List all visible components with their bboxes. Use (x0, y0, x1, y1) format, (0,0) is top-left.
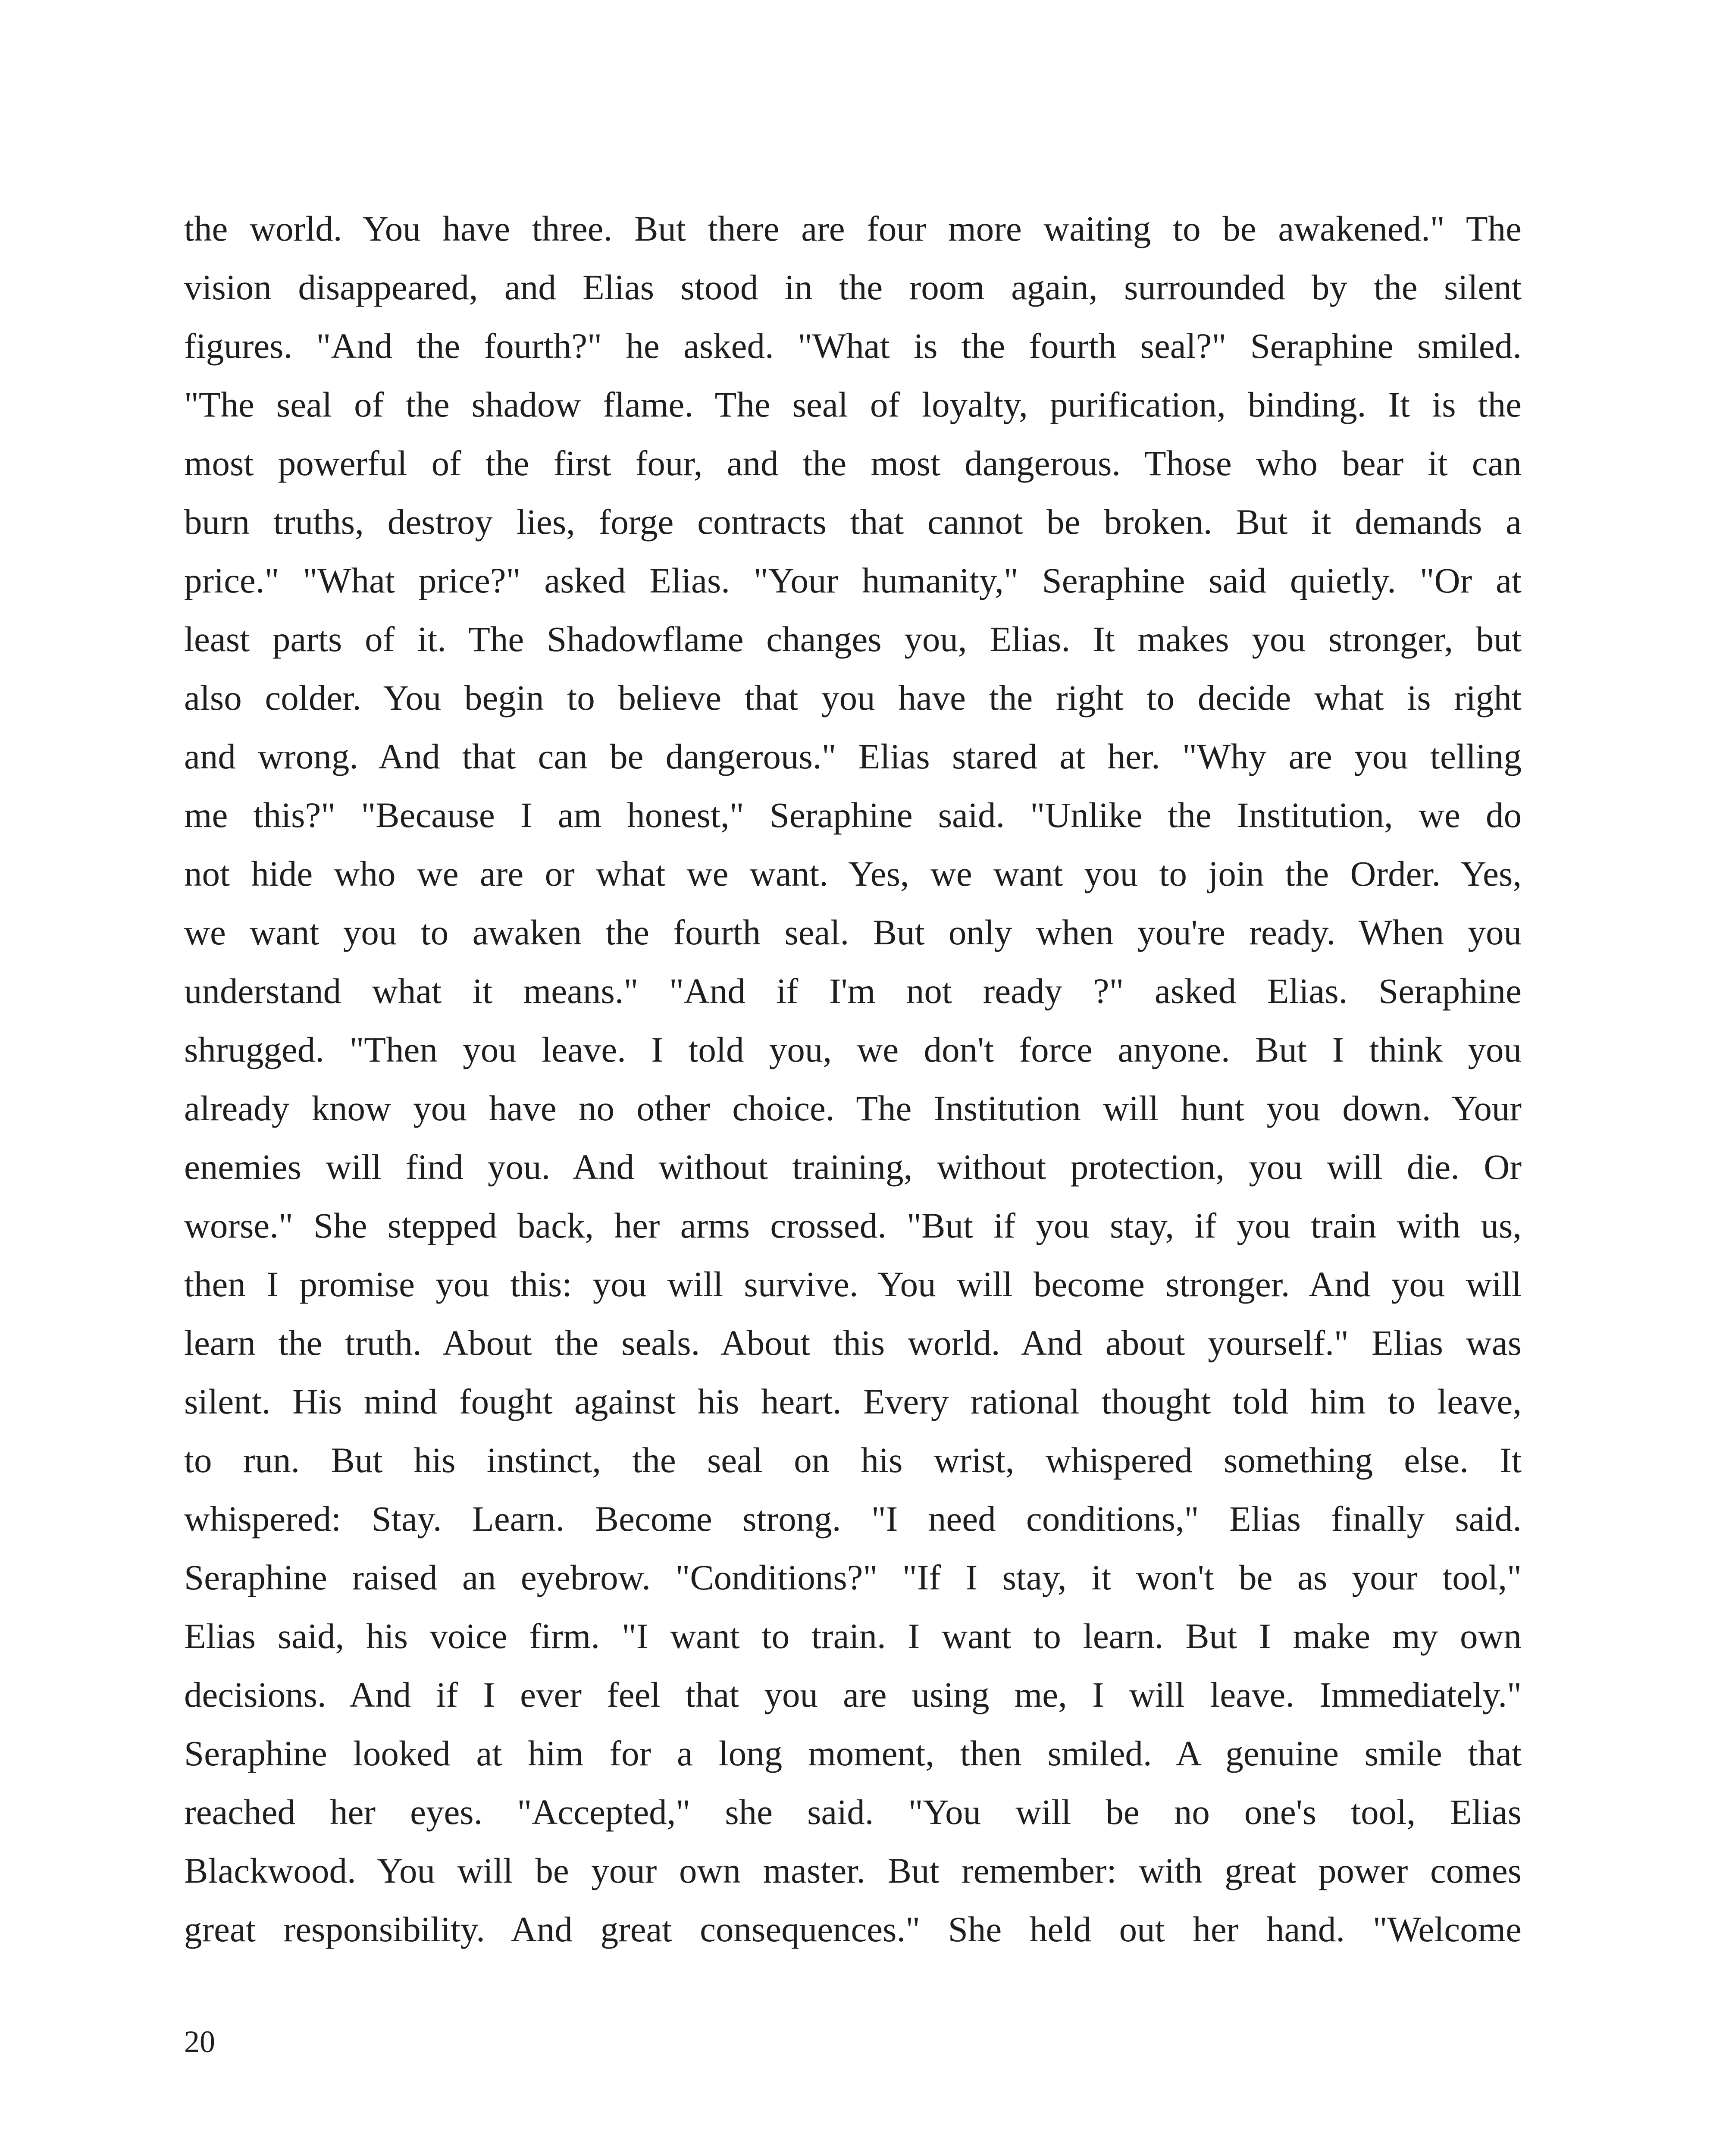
text-line: reached her eyes. "Accepted," she said. "You will be no one's tool, Elias (184, 1792, 1522, 1832)
text-line: Blackwood. You will be your own master. But remember: with great power comes (184, 1851, 1522, 1890)
text-line: to run. But his instinct, the seal on his wrist, whispered something else. It (184, 1440, 1522, 1480)
text-line: worse." She stepped back, her arms crossed. "But if you stay, if you train with us, (184, 1206, 1522, 1245)
text-line: least parts of it. The Shadowflame changes you, Elias. It makes you stronger, but (184, 619, 1522, 659)
text-line: silent. His mind fought against his heart. Every rational thought told him to leave, (184, 1382, 1522, 1421)
page-number: 20 (184, 2024, 215, 2059)
text-line: learn the truth. About the seals. About this world. And about yourself." Elias was (184, 1323, 1522, 1363)
text-line: not hide who we are or what we want. Yes, we want you to join the Order. Yes, (184, 854, 1522, 893)
text-line: burn truths, destroy lies, forge contracts that cannot be broken. But it demands a (184, 502, 1522, 542)
body-text (184, 199, 1522, 1959)
text-line: great responsibility. And great consequences." She held out her hand. "Welcome (184, 1909, 1522, 1949)
text-line: most powerful of the first four, and the most dangerous. Those who bear it can (184, 443, 1522, 483)
text-line: Elias said, his voice firm. "I want to train. I want to learn. But I make my own (184, 1616, 1522, 1656)
text-line: we want you to awaken the fourth seal. But only when you're ready. When you (184, 912, 1522, 952)
text-line: "The seal of the shadow flame. The seal of loyalty, purification, binding. It is the (184, 385, 1522, 424)
text-line: price." "What price?" asked Elias. "Your humanity," Seraphine said quietly. "Or at (184, 561, 1522, 600)
text-line: then I promise you this: you will survive. You will become stronger. And you will (184, 1264, 1522, 1304)
text-line: understand what it means." "And if I'm not ready ?" asked Elias. Seraphine (184, 971, 1522, 1011)
text-line: shrugged. "Then you leave. I told you, we don't force anyone. But I think you (184, 1030, 1522, 1069)
text-line: already know you have no other choice. The Institution will hunt you down. Your (184, 1088, 1522, 1128)
text-line: Seraphine raised an eyebrow. "Conditions?" "If I stay, it won't be as your tool," (184, 1557, 1522, 1597)
text-line: me this?" "Because I am honest," Seraphine said. "Unlike the Institution, we do (184, 795, 1522, 835)
text-line: vision disappeared, and Elias stood in the room again, surrounded by the silent (184, 267, 1522, 307)
text-line: Seraphine looked at him for a long moment, then smiled. A genuine smile that (184, 1733, 1522, 1773)
text-line: the world. You have three. But there are four more waiting to be awakened." The (184, 209, 1522, 248)
text-line: and wrong. And that can be dangerous." Elias stared at her. "Why are you telling (184, 736, 1522, 776)
text-line: decisions. And if I ever feel that you are using me, I will leave. Immediately." (184, 1675, 1522, 1714)
text-line: enemies will find you. And without training, without protection, you will die. Or (184, 1147, 1522, 1187)
text-line: figures. "And the fourth?" he asked. "What is the fourth seal?" Seraphine smiled. (184, 326, 1522, 366)
text-line: whispered: Stay. Learn. Become strong. "I need conditions," Elias finally said. (184, 1499, 1522, 1539)
text-line: also colder. You begin to believe that you have the right to decide what is right (184, 678, 1522, 718)
